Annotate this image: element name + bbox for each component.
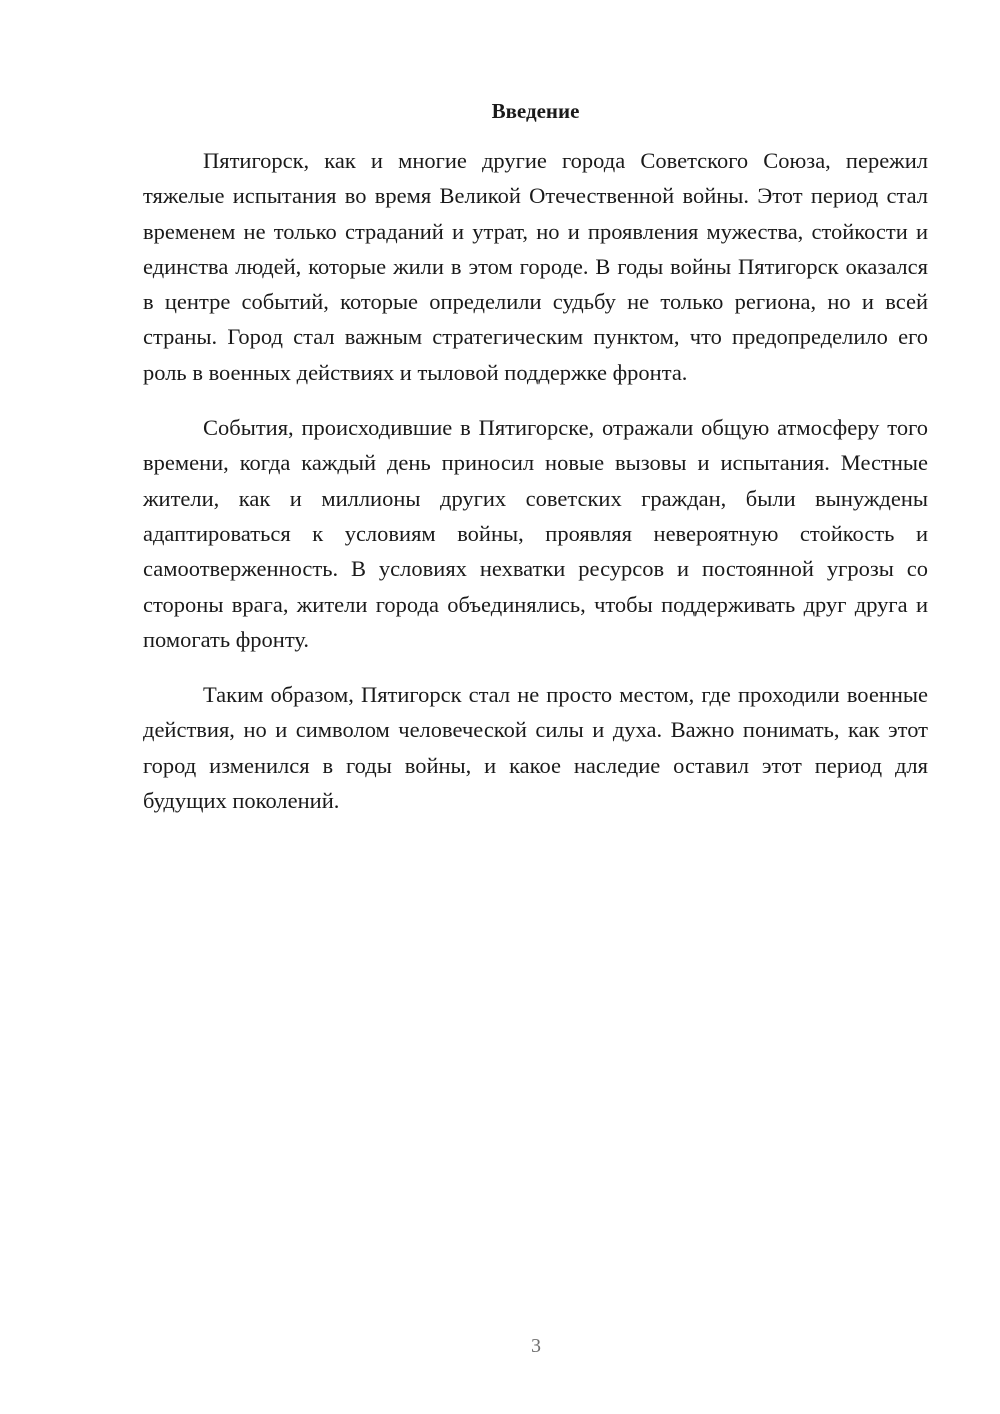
paragraph-2: События, происходившие в Пятигорске, отражали общую атмосферу того времени, когда каждый день приносил новые вызовы и испытания. Местные жители, как и миллионы других советских граждан, были вынуждены адаптироваться к условиям войны, проявляя невероятную стойкость и самоотверженность. В условиях нехватки ресурсов и постоянной угрозы со стороны врага, жители города объединялись, чтобы поддерживать друг друга и помогать фронту. — [143, 415, 928, 652]
paragraph-3: Таким образом, Пятигорск стал не просто местом, где проходили военные действия, но и символом человеческой силы и духа. Важно понимать, как этот город изменился в годы войны, и какое наследие оставил этот период для будущих поколений. — [143, 682, 928, 814]
paragraph-1: Пятигорск, как и многие другие города Советского Союза, пережил тяжелые испытания во время Великой Отечественной войны. Этот период стал временем не только страданий и утрат, но и проявления мужества, стойкости и единства людей, которые жили в этом городе. В годы войны Пятигорск оказался в центре событий, которые определили судьбу не только региона, но и всей страны. Город стал важным стратегическим пунктом, что предопределило его роль в военных действиях и тыловой поддержке фронта. — [143, 148, 928, 385]
page-number: 3 — [531, 1335, 541, 1357]
body-text — [143, 143, 928, 838]
section-heading: Введение — [491, 99, 580, 123]
